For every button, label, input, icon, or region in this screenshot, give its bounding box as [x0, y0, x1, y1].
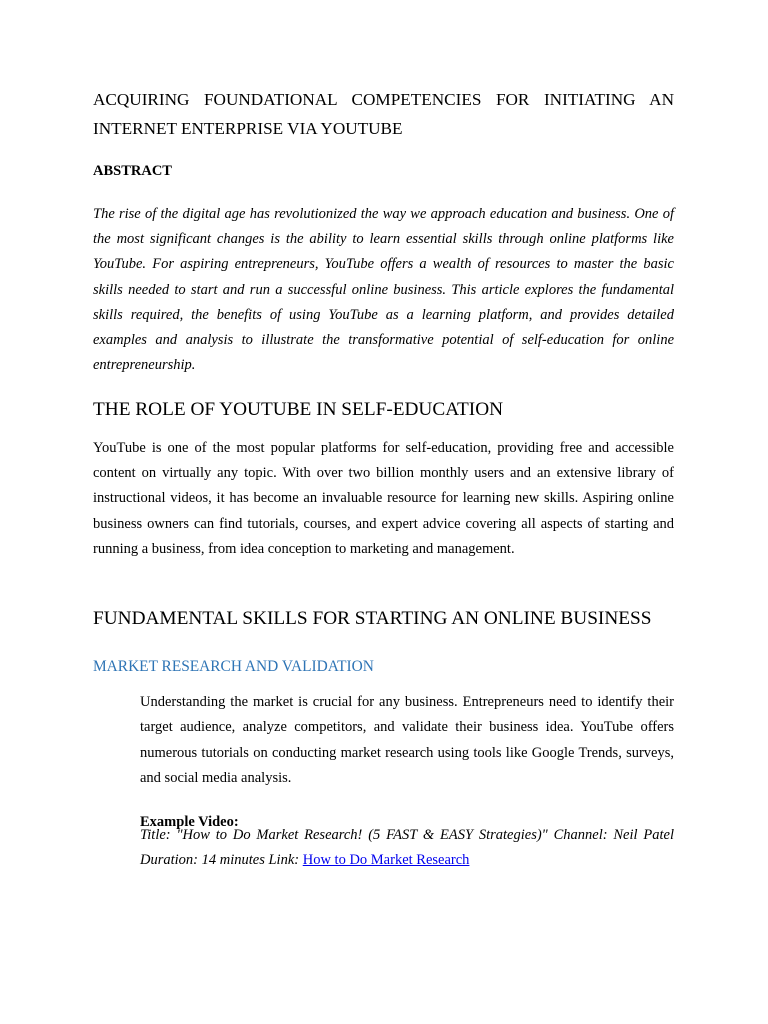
market-research-text: Understanding the market is crucial for any business. Entrepreneurs need to identify their target audience, analyze competitors, and validate their business idea. YouTube offers numerous tutorials on conducting market research using tools like Google Trends, surveys, and social media analysis. — [140, 694, 674, 787]
abstract-heading: ABSTRACT — [93, 163, 172, 179]
subsection-heading-market-research: MARKET RESEARCH AND VALIDATION — [93, 658, 374, 675]
section-heading-role-of-youtube: THE ROLE OF YOUTUBE IN SELF-EDUCATION — [93, 399, 504, 420]
section-heading-fundamental-skills: FUNDAMENTAL SKILLS FOR STARTING AN ONLINE BUSINESS — [93, 608, 652, 629]
example-video-text: Title: "How to Do Market Research! (5 FAST & EASY Strategies)" Channel: Neil Patel Duration: 14 minutes Link: — [140, 827, 674, 869]
abstract-text: The rise of the digital age has revolutionized the way we approach education and business. One of the most significant changes is the ability to learn essential skills through online platforms like YouTube. For aspiring entrepreneurs, YouTube offers a wealth of resources to master the basic skills needed to start and run a successful online business. This article explores the fundamental skills required, the benefits of using YouTube as a learning platform, and provides detailed examples and analysis to illustrate the transformative potential of self-education for online entrepreneurship. — [93, 206, 674, 374]
example-video-text-block — [140, 823, 674, 874]
market-research-body — [140, 690, 674, 792]
market-research-video-link[interactable]: How to Do Market Research — [302, 852, 470, 869]
document-title: ACQUIRING FOUNDATIONAL COMPETENCIES FOR INITIATING AN INTERNET ENTERPRISE VIA YOUTUBE — [93, 90, 674, 138]
example-video-heading: Example Video: — [140, 814, 239, 830]
section-text-role-of-youtube: YouTube is one of the most popular platforms for self-education, providing free and accessible content on virtually any topic. With over two billion monthly users and an extensive library of instructional videos, it has become an invaluable resource for learning new skills. Aspiring online business owners can find tutorials, courses, and expert advice covering all aspects of starting and running a business, from idea conception to marketing and management. — [93, 440, 674, 557]
